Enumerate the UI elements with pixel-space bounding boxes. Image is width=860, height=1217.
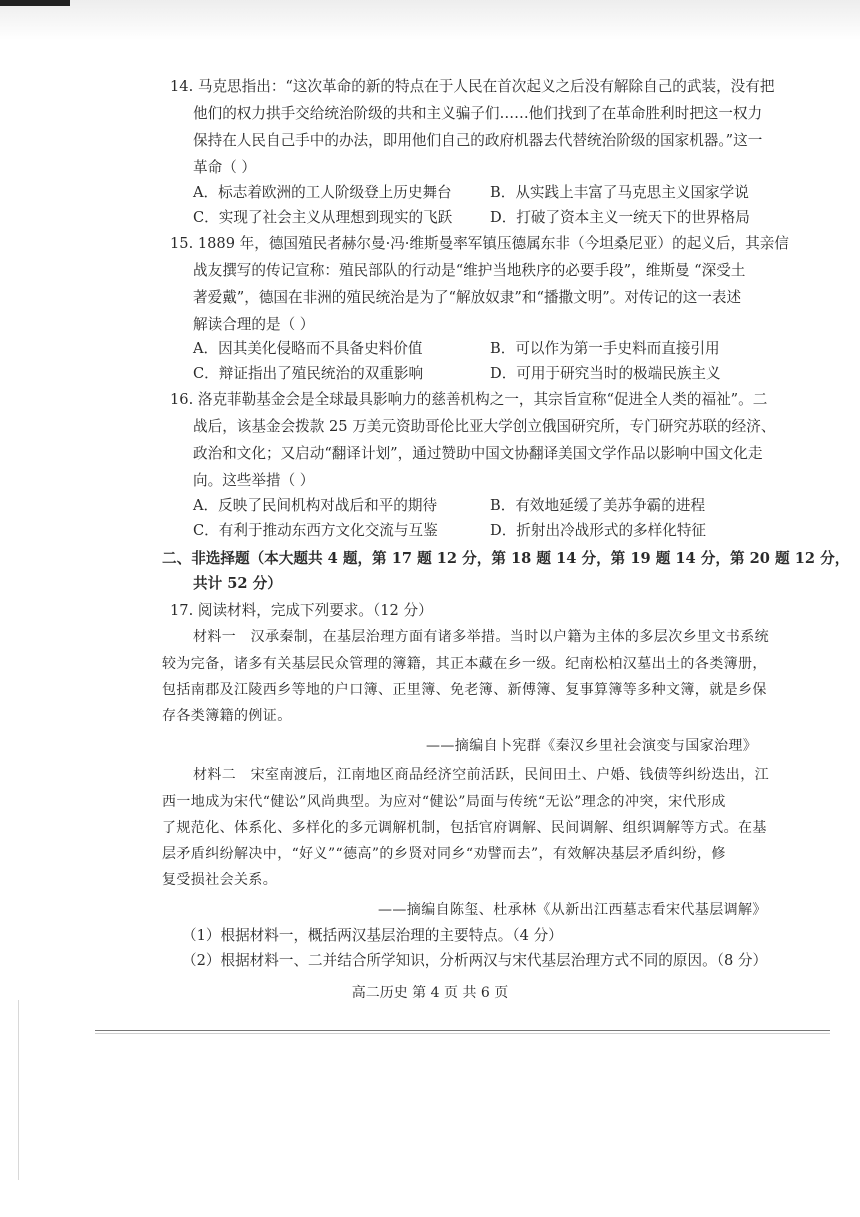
material-2-source: ——摘编自陈玺、杜承林《从新出江西墓志看宋代基层调解》 [378, 902, 767, 918]
material-2-line: 了规范化、体系化、多样化的多元调解机制，包括官府调解、民间调解、组织调解等方式。在基 [162, 820, 767, 836]
q16-stem-line: 政治和文化；又启动“翻译计划”，通过赞助中国文协翻译美国文学作品以影响中国文化走 [193, 445, 763, 462]
q17-requirement-1: （1）根据材料一，概括两汉基层治理的主要特点。（4 分） [182, 927, 563, 944]
q16-option-d: D．折射出冷战形式的多样化特征 [490, 522, 707, 539]
q16-option-b: B．有效地延缓了美苏争霸的进程 [490, 497, 706, 514]
q14-stem-line: 14. 马克思指出：“这次革命的新的特点在于人民在首次起义之后没有解除自己的武装，没有把 [170, 78, 775, 95]
q15-option-c: C．辩证指出了殖民统治的双重影响 [193, 365, 424, 382]
q14-stem-line: 保持在人民自己手中的办法，即用他们自己的政府机器去代替统治阶级的国家机器。”这一 [193, 132, 763, 149]
q16-option-a: A．反映了民间机构对战后和平的期待 [193, 497, 438, 514]
q15-stem-line: 著爱戴”，德国在非洲的殖民统治是为了“解放奴隶”和“播撒文明”。对传记的这一表述 [193, 289, 742, 306]
material-2-line: 复受损社会关系。 [162, 872, 278, 888]
q15-option-b: B．可以作为第一手史料而直接引用 [490, 340, 720, 357]
q14-stem-line: 他们的权力拱手交给统治阶级的共和主义骗子们……他们找到了在革命胜利时把这一权力 [193, 105, 763, 122]
q16-stem-line: 16. 洛克菲勒基金会是全球最具影响力的慈善机构之一，其宗旨宣称“促进全人类的福祉”。二 [170, 391, 768, 408]
page-footer: 高二历史 第 4 页 共 6 页 [351, 985, 509, 1001]
page-divider [95, 1030, 830, 1031]
material-1-line: 存各类簿籍的例证。 [162, 708, 292, 724]
material-2-line: 西一地成为宋代“健讼”风尚典型。为应对“健讼”局面与传统“无讼”理念的冲突，宋代形成 [162, 794, 726, 810]
material-1-source: ——摘编自卜宪群《秦汉乡里社会演变与国家治理》 [426, 738, 758, 754]
material-2-line: 层矛盾纠纷解决中，“好义”“德高”的乡贤对同乡“劝譬而去”，有效解决基层矛盾纠纷，修 [162, 846, 726, 862]
q15-stem-line: 解读合理的是（ ） [193, 316, 315, 333]
q17-requirement-2: （2）根据材料一、二并结合所学知识，分析两汉与宋代基层治理方式不同的原因。（8 分） [182, 952, 768, 969]
section-heading-line: 二、非选择题（本大题共 4 题，第 17 题 12 分，第 18 题 14 分，第 19 题 14 分，第 20 题 12 分， [162, 550, 850, 567]
material-1-line: 材料一 汉承秦制，在基层治理方面有诸多举措。当时以户籍为主体的多层次乡里文书系统 [193, 629, 769, 645]
section-heading-line: 共计 52 分） [193, 575, 282, 592]
q14-option-b: B．从实践上丰富了马克思主义国家学说 [490, 184, 749, 201]
material-2-line: 材料二 宋室南渡后，江南地区商品经济空前活跃，民间田土、户婚、钱债等纠纷迭出，江 [193, 767, 769, 783]
q14-option-c: C．实现了社会主义从理想到现实的飞跃 [193, 209, 453, 226]
q16-stem-line: 向。这些举措（ ） [193, 472, 315, 489]
q14-option-d: D．打破了资本主义一统天下的世界格局 [490, 209, 750, 226]
page-divider-shadow [95, 1033, 830, 1034]
q14-option-a: A．标志着欧洲的工人阶级登上历史舞台 [193, 184, 452, 201]
q14-stem-line: 革命（ ） [193, 159, 257, 176]
q17-stem: 17. 阅读材料，完成下列要求。（12 分） [170, 602, 433, 619]
q15-option-d: D．可用于研究当时的极端民族主义 [490, 365, 721, 382]
q15-stem-line: 战友撰写的传记宣称：殖民部队的行动是“维护当地秩序的必要手段”，维斯曼 “深受土 [193, 262, 746, 279]
material-1-line: 较为完备，诸多有关基层民众管理的簿籍，其正本藏在乡一级。纪南松柏汉墓出土的各类簿册， [162, 656, 767, 672]
q16-option-c: C．有利于推动东西方文化交流与互鉴 [193, 522, 438, 539]
q16-stem-line: 战后，该基金会拨款 25 万美元资助哥伦比亚大学创立俄国研究所，专门研究苏联的经济、 [193, 418, 776, 435]
q15-option-a: A．因其美化侵略而不具备史料价值 [193, 340, 423, 357]
material-1-line: 包括南郡及江陵西乡等地的户口簿、正里簿、免老簿、新傅簿、复事算簿等多种文簿，就是乡保 [162, 682, 767, 698]
q15-stem-line: 15. 1889 年，德国殖民者赫尔曼·冯·维斯曼率军镇压德属东非（今坦桑尼亚）的起义后，其亲信 [170, 235, 789, 252]
